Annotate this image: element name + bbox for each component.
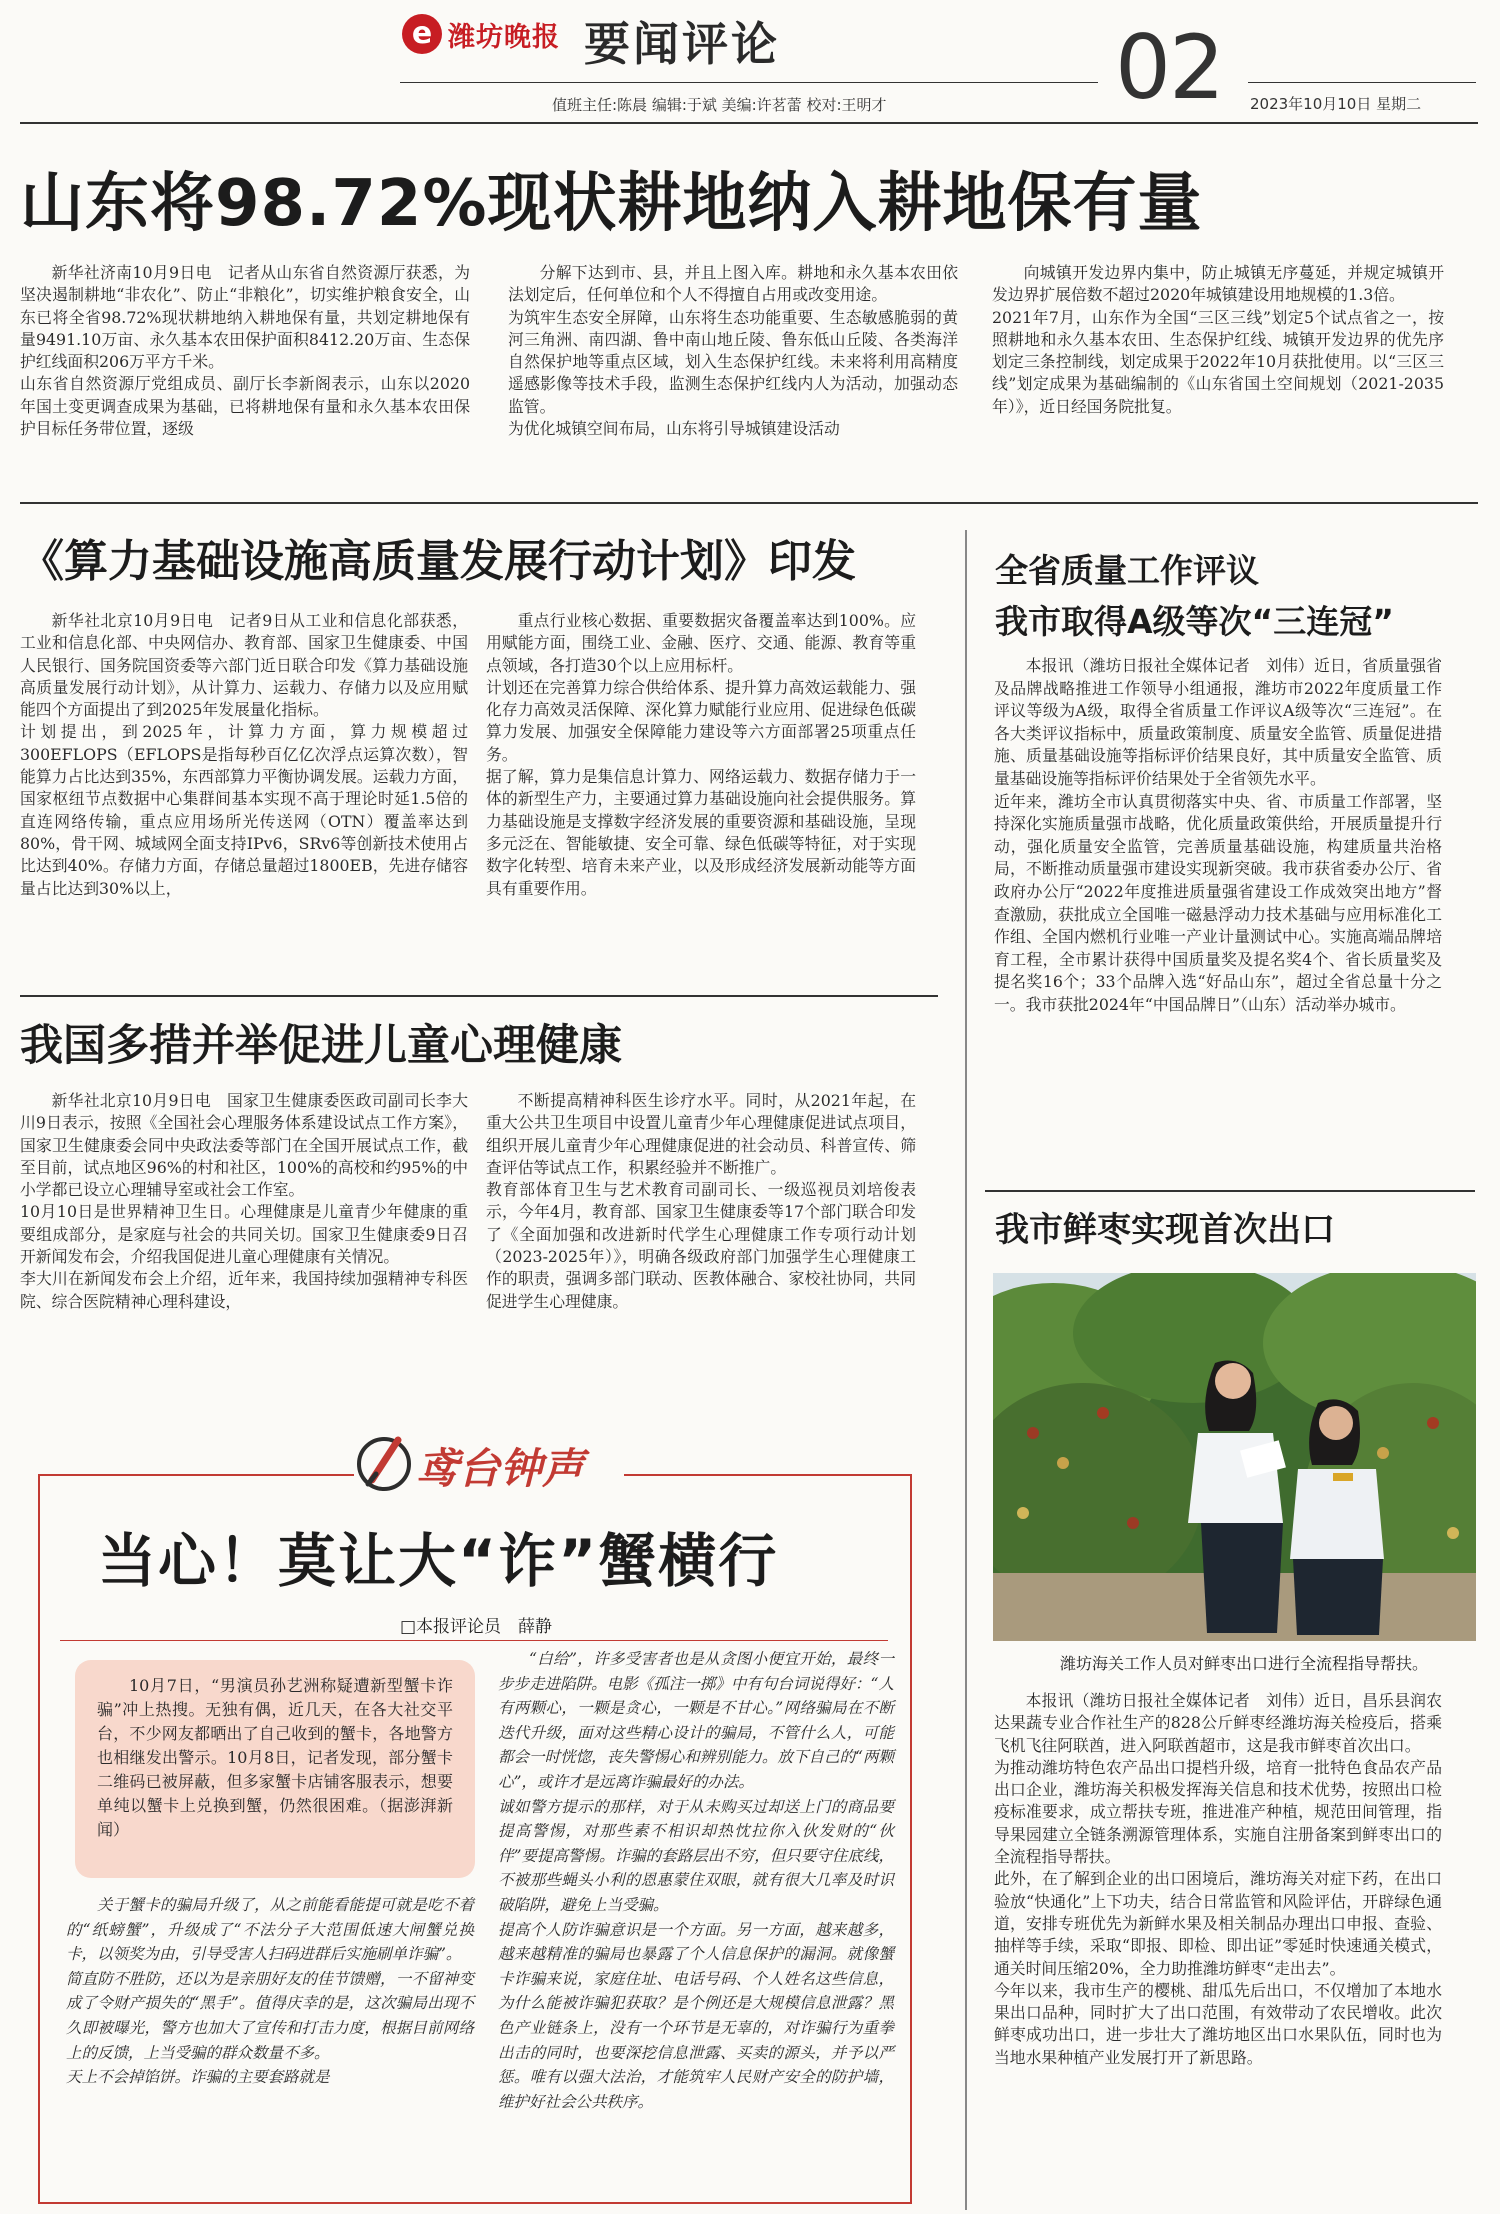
article1-col3-text: 向城镇开发边界内集中，防止城镇无序蔓延，并规定城镇开发边界扩展倍数不超过2020年城镇建设用地规模的1.3倍。 2021年7月，山东作为全国“三区三线”划定5个试点省之一，按照耕地和永久基本农田、生态保护红线、城镇开发边界的优先序划定三条控制线，划定成果于2022年10月获批使用。以“三区三线”划定成果为基础编制的《山东省国土空间规划（2021-2035年）》，近日经国务院批复。 [992,263,1444,416]
column-left-col [66,1893,474,2090]
page-number: 02 [1115,16,1223,119]
article2-col1 [20,610,468,900]
vertical-divider [965,530,967,2210]
column-byline: □本报评论员 薛静 [400,1617,553,1637]
article4-body-text: 本报讯（潍坊日报社全媒体记者 刘伟）近日，省质量强省及品牌战略推进工作领导小组通报，潍坊市2022年度质量工作评议等级为A级，取得全省质量工作评议A级等次“三连冠”。在各大类评议指标中，质量政策制度、质量安全监管、质量促进措施、质量基础设施等指标评价结果良好，其中质量安全监管、质量基础设施等指标评价结果处于全省领先水平。 近年来，潍坊全市认真贯彻落实中央、省、市质量工作部署，坚持深化实施质量强市战略，优化质量政策供给，开展质量提升行动，强化质量安全监管，完善质量基础设施，构建质量共治格局，不断推动质量强市建设实现新突破。我市获省委办公厅、省政府办公厅“2022年度推进质量强省建设工作成效突出地方”督查激励，获批成立全国唯一磁悬浮动力技术基础与应用标准化工作组、全国内燃机行业唯一产业计量测试中心。实施高端品牌培育工程，全市累计获得中国质量奖及提名奖4个、省长质量奖及提名奖16个；33个品牌入选“好品山东”，超过全省总量十分之一。我市获批2024年“中国品牌日”（山东）活动举办城市。 [994,656,1442,1014]
article2-col1-text: 新华社北京10月9日电 记者9日从工业和信息化部获悉，工业和信息化部、中央网信办、教育部、国家卫生健康委、中国人民银行、国务院国资委等六部门近日联合印发《算力基础设施高质量发展行动计划》，从计算力、运载力、存储力以及应用赋能四个方面提出了到2025年发展量化指标。 计划提出，到2025年，计算力方面，算力规模超过300EFLOPS（EFLOPS是指每秒百亿亿次浮点运算次数），智能算力占比达到35%，东西部算力平衡协调发展。运载力方面，国家枢纽节点数据中心集群间基本实现不高于理论时延1.5倍的直连网络传输，重点应用场所光传送网（OTN）覆盖率达到80%，骨干网、城域网全面支持IPv6，SRv6等创新技术使用占比达到40%。存储力方面，存储总量超过1800EB，先进存储容量占比达到30%以上， [20,611,468,898]
issue-date: 2023年10月10日 星期二 [1250,95,1422,113]
article2-divider [20,995,938,997]
article1-divider [20,502,1478,504]
newspaper-name: 潍坊晚报 [448,21,560,53]
article2-col2 [486,610,916,900]
article1-col1 [20,262,470,440]
article1-col2-text: 分解下达到市、县，并且上图入库。耕地和永久基本农田依法划定后，任何单位和个人不得擅自占用或改变用途。 为筑牢生态安全屏障，山东将生态功能重要、生态敏感脆弱的黄河三角洲、南四湖、鲁中南山地丘陵、鲁东低山丘陵、各类海洋自然保护地等重点区域，划入生态保护红线。未来将利用高精度遥感影像等技术手段，监测生态保护红线内人为活动，加强动态监管。 为优化城镇空间布局，山东将引导城镇建设活动 [508,263,958,439]
column-byline-rule [60,1640,888,1641]
news-quote-bubble [75,1660,475,1878]
article1-col2 [508,262,958,440]
article2-col2-text: 重点行业核心数据、重要数据灾备覆盖率达到100%。应用赋能方面，围绕工业、金融、医疗、交通、能源、教育等重点领域，各打造30个以上应用标杆。 计划还在完善算力综合供给体系、提升算力高效运载能力、强化存力高效灵活保障、深化算力赋能行业应用、促进绿色低碳算力发展、加强安全保障能力建设等六方面部署25项重点任务。 据了解，算力是集信息计算力、网络运载力、数据存储力于一体的新型生产力，主要通过算力基础设施向社会提供服务。算力基础设施是支撑数字经济发展的重要资源和基础设施，呈现多元泛在、智能敏捷、安全可靠、绿色低碳等特征，对于实现数字化转型、培育未来产业，以及形成经济发展新动能等方面具有重要作用。 [486,611,916,898]
article4-title-line2: 我市取得A级等次“三连冠” [995,602,1394,641]
section-title: 要闻评论 [584,17,780,71]
article5-title: 我市鲜枣实现首次出口 [995,1210,1335,1250]
article1-col3 [992,262,1444,418]
column-right-col [498,1647,894,2114]
article3-col2 [486,1090,916,1313]
article2-title: 《算力基础设施高质量发展行动计划》印发 [20,536,856,587]
jujube-photo-illustration [993,1273,1476,1641]
bell-brush-icon [354,1430,414,1494]
article5-body-text: 本报讯（潍坊日报社全媒体记者 刘伟）近日，昌乐县润农达果蔬专业合作社生产的828公斤鲜枣经潍坊海关检疫后，搭乘飞机飞往阿联酋，进入阿联酋超市，这是我市鲜枣首次出口。 为推动潍坊特色农产品出口提档升级，培育一批特色食品农产品出口企业，潍坊海关积极发挥海关信息和技术优势，按照出口检疫标准要求，成立帮扶专班，推进准产种植，规范田间管理，指导果园建立全链条溯源管理体系，实施自注册备案到鲜枣出口的全流程指导帮扶。 此外，在了解到企业的出口困境后，潍坊海关对症下药，在出口验放“快通化”上下功夫，结合日常监管和风险评估，开辟绿色通道，安排专班优先为新鲜水果及相关制品办理出口申报、查验、抽样等手续，采取“即报、即检、即出证”零延时快速通关模式，通关时间压缩20%，全力助推潍坊鲜枣“走出去”。 今年以来，我市生产的樱桃、甜瓜先后出口，不仅增加了本地水果出口品种，同时扩大了出口范围，有效带动了农民增收。此次鲜枣成功出口，进一步壮大了潍坊地区出口水果队伍，同时也为当地水果种植产业发展打开了新思路。 [994,1691,1442,2067]
logo-badge-icon: e [402,14,442,54]
article4-body [994,655,1442,1017]
article1-title: 山东将98.72%现状耕地纳入耕地保有量 [20,167,1203,241]
column-right-text: “白给”，许多受害者也是从贪图小便宜开始，最终一步步走进陷阱。电影《孤注一掷》中有句台词说得好：“人有两颗心，一颗是贪心，一颗是不甘心。”网络骗局在不断迭代升级，面对这些精心设计的骗局，不管什么人，可能都会一时恍惚，丧失警惕心和辨别能力。放下自己的“两颗心”，或许才是远离诈骗最好的办法。 诚如警方提示的那样，对于从未购买过却送上门的商品要提高警惕，对那些素不相识却热忱拉你入伙发财的“伙伴”要提高警惕。诈骗的套路层出不穷，但只要守住底线，不被那些蝇头小利的恩惠蒙住双眼，就有很大几率及时识破陷阱，避免上当受骗。 提高个人防诈骗意识是一个方面。另一方面，越来越多，越来越精准的骗局也暴露了个人信息保护的漏洞。就像蟹卡诈骗来说，家庭住址、电话号码、个人姓名这些信息，为什么能被诈骗犯获取？是个例还是大规模信息泄露？黑色产业链条上，没有一个环节是无辜的，对诈骗行为重拳出击的同时，也要深挖信息泄露、买卖的源头，并予以严惩。唯有以强大法治，才能筑牢人民财产安全的防护墙，维护好社会公共秩序。 [498,1650,894,2111]
staff-credits: 值班主任:陈晨 编辑:于斌 美编:许茗蕾 校对:王明才 [552,96,887,114]
article5-body [994,1690,1442,2069]
column-left-text: 关于蟹卡的骗局升级了，从之前能看能提可就是吃不着的“纸螃蟹”，升级成了“不法分子大范围低速大闸蟹兑换卡，以领奖为由，引导受害人扫码进群后实施刷单诈骗”。 简直防不胜防，还以为是亲朋好友的佳节馈赠，一不留神变成了令财产损失的“黑手”。值得庆幸的是，这次骗局出现不久即被曝光，警方也加大了宣传和打击力度，根据目前网络上的反馈，上当受骗的群众数量不多。 天上不会掉馅饼。诈骗的主要套路就是 [66,1896,474,2087]
newspaper-logo [402,14,560,54]
photo-caption: 潍坊海关工作人员对鲜枣出口进行全流程指导帮扶。 [1060,1654,1429,1673]
article4-divider [985,1190,1475,1192]
article4-title-line1: 全省质量工作评议 [995,551,1259,590]
masthead-rule [400,82,1098,83]
column-logo [354,1428,624,1498]
column-logo-text: 鸢台钟声 [416,1444,585,1493]
article3-title: 我国多措并举促进儿童心理健康 [20,1021,622,1071]
column-title: 当心！莫让大“诈”蟹横行 [98,1527,779,1595]
masthead-rule-right [1248,82,1476,83]
article3-col1 [20,1090,468,1313]
jujube-photo [993,1273,1476,1641]
article3-col1-text: 新华社北京10月9日电 国家卫生健康委医政司副司长李大川9日表示，按照《全国社会心理服务体系建设试点工作方案》，国家卫生健康委会同中央政法委等部门在全国开展试点工作，截至目前，试点地区96%的村和社区，100%的高校和约95%的中小学都已设立心理辅导室或社会工作室。 10月10日是世界精神卫生日。心理健康是儿童青少年健康的重要组成部分，是家庭与社会的共同关切。国家卫生健康委9日召开新闻发布会，介绍我国促进儿童心理健康有关情况。 李大川在新闻发布会上介绍，近年来，我国持续加强精神专科医院、综合医院精神心理科建设， [20,1091,468,1311]
article3-col2-text: 不断提高精神科医生诊疗水平。同时，从2021年起，在重大公共卫生项目中设置儿童青少年心理健康促进试点项目，组织开展儿童青少年心理健康促进的社会动员、科普宣传、筛查评估等试点工作，积累经验并不断推广。 教育部体育卫生与艺术教育司副司长、一级巡视员刘培俊表示，今年4月，教育部、国家卫生健康委等17个部门联合印发了《全面加强和改进新时代学生心理健康工作专项行动计划（2023-2025年）》，明确各级政府部门加强学生心理健康工作的职责，强调多部门联动、医教体融合、家校社协同，共同促进学生心理健康。 [486,1091,916,1311]
article1-col1-text: 新华社济南10月9日电 记者从山东省自然资源厅获悉，为坚决遏制耕地“非农化”、防止“非粮化”，切实维护粮食安全，山东已将全省98.72%现状耕地纳入耕地保有量，共划定耕地保有量9491.10万亩、永久基本农田保护面积8412.20万亩、生态保护红线面积206万平方千米。 山东省自然资源厅党组成员、副厅长李新阁表示，山东以2020年国土变更调查成果为基础，已将耕地保有量和永久基本农田保护目标任务带位置，逐级 [20,263,470,439]
header-divider [20,122,1478,124]
news-quote-text: 10月7日，“男演员孙艺洲称疑遭新型蟹卡诈骗”冲上热搜。无独有偶，近几天，在各大社交平台，不少网友都晒出了自己收到的蟹卡，各地警方也相继发出警示。10月8日，记者发现，部分蟹卡二维码已被屏蔽，但多家蟹卡店铺客服表示，想要单纯以蟹卡上兑换到蟹，仍然很困难。（据澎湃新闻） [97,1676,453,1839]
